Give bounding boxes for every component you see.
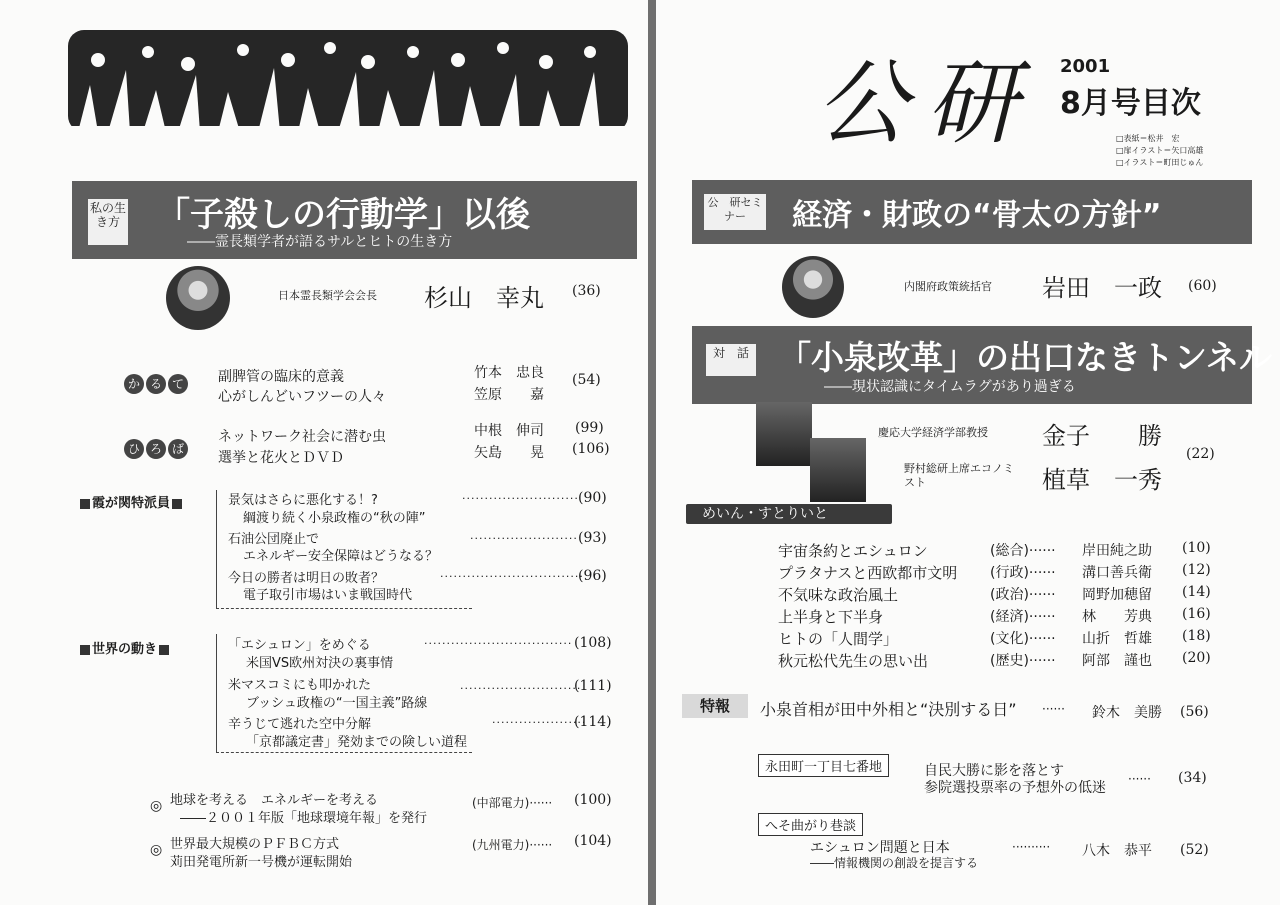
- hiroba-page-1: (99): [575, 420, 604, 436]
- ad-2-line1[interactable]: 世界最大規模のＰＦＢＣ方式: [170, 837, 340, 852]
- feature-label: 私の生き方: [88, 199, 128, 245]
- feature-author-title: 日本霊長類学会会長: [278, 289, 377, 302]
- ad-1-sponsor: (中部電力)······: [472, 796, 553, 810]
- world-wave-line: [216, 744, 472, 753]
- world-line-2b: ブッシュ政権の“一国主義”路線: [246, 696, 428, 711]
- taidan-label: 対 話: [706, 344, 756, 376]
- ms-page-1: (10): [1182, 540, 1211, 556]
- right-page: [656, 0, 1280, 905]
- feature-author: 杉山 幸丸: [424, 284, 544, 312]
- world-page-1: (108): [574, 635, 612, 651]
- author-photo: [166, 266, 230, 330]
- hesomagari-line2: ――情報機関の創設を提言する: [810, 856, 979, 870]
- special-label: 特報: [682, 694, 748, 718]
- feature-title[interactable]: 「子殺しの行動学」以後: [156, 195, 530, 235]
- ms-page-6: (20): [1182, 650, 1211, 666]
- ms-page-5: (18): [1182, 628, 1211, 644]
- world-heading: 世界の動き: [78, 638, 171, 657]
- hesomagari-page: (52): [1180, 842, 1209, 858]
- feature-subtitle: ――霊長類学者が語るサルとヒトの生き方: [187, 234, 453, 250]
- hiroba-icon: ひ ろ ば: [124, 438, 190, 459]
- ms-title-5[interactable]: ヒトの「人間学」: [778, 630, 899, 648]
- feature-page: (36): [572, 283, 601, 299]
- taidan-photo-2: [810, 438, 866, 502]
- ms-title-4[interactable]: 上半身と下半身: [778, 608, 884, 626]
- taidan-title[interactable]: 「小泉改革」の出口なきトンネル: [778, 338, 1273, 377]
- ms-page-4: (16): [1182, 606, 1211, 622]
- world-line-3b: 「京都議定書」発効までの険しい道程: [246, 735, 468, 750]
- kasumigaseki-page-3: (96): [578, 568, 607, 584]
- taidan-person-1-name: 金子 勝: [1042, 422, 1162, 450]
- hesomagari-line1[interactable]: エシュロン問題と日本: [810, 840, 950, 856]
- issue-title: 8月号目次: [1060, 86, 1201, 121]
- seminar-author-photo: [782, 256, 844, 318]
- world-page-2: (111): [574, 678, 612, 694]
- ms-author-1: 岸田純之助: [1082, 543, 1152, 559]
- ad-1-line1[interactable]: 地球を考える エネルギーを考える: [170, 793, 379, 808]
- taidan-person-2-name: 植草 一秀: [1042, 466, 1162, 494]
- credit-2: □扉イラスト＝矢口高雄: [1116, 146, 1204, 155]
- credit-3: □イラスト＝町田じゅん: [1116, 158, 1204, 167]
- special-author: 鈴木 美勝: [1092, 705, 1162, 721]
- hiroba-author-1: 中根 伸司: [474, 423, 544, 439]
- seminar-label: 公 研セミナー: [704, 194, 766, 230]
- nagatacho-page: (34): [1178, 770, 1207, 786]
- seminar-author-title: 内閣府政策統括官: [904, 280, 992, 293]
- world-dots-3: ·····················: [492, 716, 587, 729]
- ms-author-2: 溝口善兵衛: [1082, 565, 1152, 581]
- feature-band: [72, 181, 637, 259]
- kasumigaseki-bracket: [216, 490, 217, 608]
- special-dots: ······: [1042, 702, 1065, 716]
- seminar-title[interactable]: 経済・財政の“骨太の方針”: [792, 198, 1162, 233]
- ad-1-page: (100): [574, 792, 612, 808]
- ms-page-3: (14): [1182, 584, 1211, 600]
- kasumigaseki-line-3a[interactable]: 今日の勝者は明日の敗者？: [228, 571, 385, 586]
- ms-title-6[interactable]: 秋元松代先生の思い出: [778, 652, 929, 670]
- special-page: (56): [1180, 704, 1209, 720]
- magazine-logo: 公研: [816, 50, 1037, 157]
- ms-author-5: 山折 哲雄: [1082, 631, 1152, 647]
- kasumigaseki-page-1: (90): [578, 490, 607, 506]
- ms-author-4: 林 芳典: [1082, 609, 1152, 625]
- world-line-3a[interactable]: 辛うじて逃れた空中分解: [228, 717, 372, 732]
- taidan-person-1-title: 慶応大学経済学部教授: [878, 426, 988, 439]
- nagatacho-line1[interactable]: 自民大勝に影を落とす: [924, 763, 1064, 779]
- ms-category-1: (総合)······: [990, 543, 1056, 559]
- taidan-photo-1: [756, 402, 812, 466]
- grass-illustration: [68, 30, 628, 132]
- ms-page-2: (12): [1182, 562, 1211, 578]
- ms-category-2: (行政)······: [990, 565, 1056, 581]
- kasumigaseki-page-2: (93): [578, 530, 607, 546]
- hiroba-page-2: (106): [572, 441, 610, 457]
- ms-category-4: (経済)······: [990, 609, 1056, 625]
- kasumigaseki-dots-1: ··························: [462, 492, 579, 505]
- credit-1: □表紙＝松井 宏: [1116, 134, 1180, 143]
- seminar-page: (60): [1188, 278, 1217, 294]
- ad-bullet-1: ◎: [150, 798, 163, 814]
- ms-category-3: (政治)······: [990, 587, 1056, 603]
- kasumigaseki-dots-3: ································: [440, 570, 584, 583]
- nagatacho-dots: ······: [1128, 772, 1151, 786]
- ms-author-6: 阿部 謹也: [1082, 653, 1152, 669]
- ad-2-sponsor: (九州電力)······: [472, 838, 553, 852]
- karute-page: (54): [572, 372, 601, 388]
- taidan-subtitle: ――現状認識にタイムラグがあり過ぎる: [824, 379, 1076, 395]
- hesomagari-author: 八木 恭平: [1082, 843, 1152, 859]
- hesomagari-label: へそ曲がり巷談: [758, 813, 863, 836]
- main-street-heading: めいん・すとりいと: [686, 504, 892, 524]
- ad-1-line2: ――２００１年版「地球環境年報」を発行: [180, 811, 428, 826]
- hiroba-title-2[interactable]: 選挙と花火とＤＶＤ: [218, 450, 344, 466]
- issue-year: 2001: [1060, 56, 1111, 77]
- hesomagari-dots: ··········: [1012, 840, 1051, 854]
- kasumigaseki-line-1b: 綱渡り続く小泉政権の“秋の陣”: [243, 511, 426, 526]
- kasumigaseki-line-2a[interactable]: 石油公団廃止で: [228, 532, 320, 547]
- ad-2-line2: 苅田発電所新一号機が運転開始: [170, 855, 353, 870]
- karute-author-2: 笠原 嘉: [474, 387, 544, 403]
- seminar-author: 岩田 一政: [1042, 274, 1162, 302]
- ms-title-2[interactable]: プラタナスと西欧都市文明: [778, 564, 958, 582]
- ms-category-6: (歴史)······: [990, 653, 1056, 669]
- world-line-1a[interactable]: 「エシュロン」をめぐる: [228, 638, 371, 653]
- world-line-2a[interactable]: 米マスコミにも叩かれた: [228, 678, 372, 693]
- karute-title-2[interactable]: 心がしんどいフツーの人々: [218, 389, 386, 405]
- kasumigaseki-dots-2: ························: [470, 532, 578, 545]
- karute-title-1[interactable]: 副脾管の臨床的意義: [218, 369, 344, 385]
- ad-2-page: (104): [574, 833, 612, 849]
- world-page-3: (114): [574, 714, 612, 730]
- world-bracket: [216, 634, 217, 752]
- kasumigaseki-wave-line: [216, 600, 472, 609]
- taidan-band: [692, 326, 1273, 404]
- special-title[interactable]: 小泉首相が田中外相と“決別する日”: [760, 700, 1017, 719]
- world-dots-1: ·································: [424, 637, 573, 650]
- kasumigaseki-line-2b: エネルギー安全保障はどうなる？: [243, 549, 439, 564]
- hiroba-author-2: 矢島 晃: [474, 445, 544, 461]
- kasumigaseki-line-1a[interactable]: 景気はさらに悪化する！?: [228, 493, 378, 508]
- ms-category-5: (文化)······: [990, 631, 1056, 647]
- karute-author-1: 竹本 忠良: [474, 365, 544, 381]
- ms-title-3[interactable]: 不気味な政治風土: [778, 586, 899, 604]
- world-line-1b: 米国VS欧州対決の裏事情: [246, 656, 394, 671]
- kasumigaseki-line-3b: 電子取引市場はいま戦国時代: [243, 588, 413, 603]
- kasumigaseki-heading: 霞が関特派員: [78, 492, 184, 511]
- ad-bullet-2: ◎: [150, 842, 163, 858]
- hiroba-title-1[interactable]: ネットワーク社会に潜む虫: [218, 429, 386, 445]
- karute-icon: か る て: [124, 373, 190, 394]
- nagatacho-label: 永田町一丁目七番地: [758, 754, 889, 777]
- nagatacho-line2: 参院選投票率の予想外の低迷: [924, 780, 1106, 796]
- taidan-page: (22): [1186, 446, 1215, 462]
- taidan-person-2-title: 野村総研上席エコノミスト: [904, 462, 1014, 489]
- ms-title-1[interactable]: 宇宙条約とエシュロン: [778, 542, 928, 560]
- ms-author-3: 岡野加穂留: [1082, 587, 1152, 603]
- world-dots-2: ···························: [460, 682, 582, 695]
- seminar-band: [692, 180, 1252, 244]
